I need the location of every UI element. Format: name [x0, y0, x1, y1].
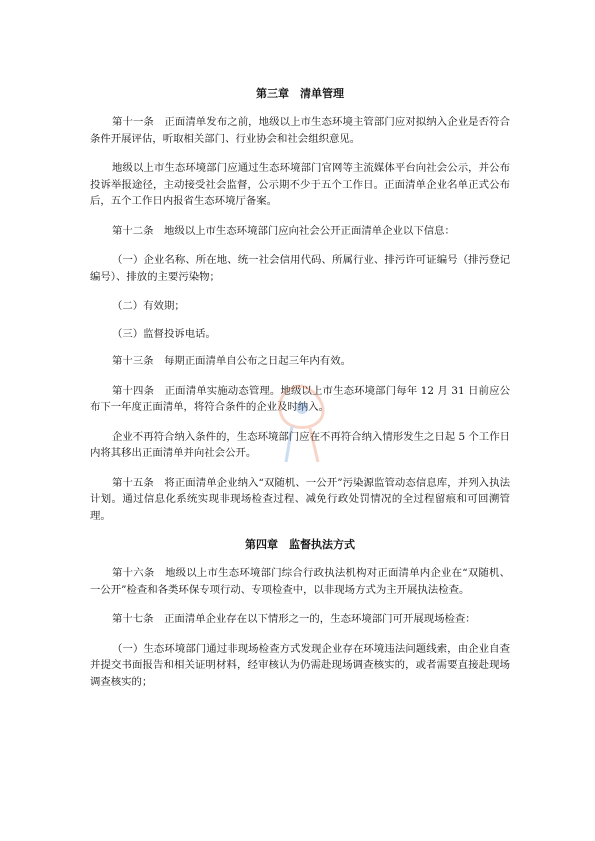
chapter-3-title: 第三章 清单管理 — [256, 87, 344, 100]
article-12-item-3: （三）监督投诉电话。 — [112, 327, 216, 340]
chapter-4-title: 第四章 监督执法方式 — [245, 538, 355, 551]
article-11: 第十一条 正面清单发布之前，地级以上市生态环境主管部门应对拟纳入企业是否符合条件开展评估，听取相关部门、行业协会和社会组织意见。 — [90, 116, 510, 145]
article-16: 第十六条 地级以上市生态环境部门综合行政执法机构对正面清单内企业在“双随机、一公开”检查和各类环保专项行动、专项检查中，以非现场方式为主开展执法检查。 — [90, 567, 510, 596]
article-13: 第十三条 每期正面清单自公布之日起三年内有效。 — [112, 355, 351, 367]
article-12-item-1: （一）企业名称、所在地、统一社会信用代码、所属行业、排污许可证编号（排污登记编号）、排放的主要污染物； — [90, 254, 510, 283]
article-14-paragraph-2: 企业不再符合纳入条件的，生态环境部门应在不再符合纳入情形发生之日起 5 个工作日内将其移出正面清单并向社会公开。 — [90, 430, 510, 459]
article-15: 第十五条 将正面清单企业纳入“双随机、一公开”污染源监管动态信息库，并列入执法计划。通过信息化系统实现非现场检查过程、减免行政处罚情况的全过程留痕和可回溯管理。 — [90, 476, 510, 522]
article-12-item-2: （二）有效期； — [112, 300, 185, 312]
article-14: 第十四条 正面清单实施动态管理。地级以上市生态环境部门每年 12 月 31 日前应公布下一年度正面清单，将符合条件的企业及时纳入。 — [90, 384, 510, 413]
article-12: 第十二条 地级以上市生态环境部门应向社会公开正面清单企业以下信息： — [112, 224, 455, 237]
document-body — [90, 86, 510, 703]
article-17: 第十七条 正面清单企业存在以下情形之一的，生态环境部门可开展现场检查： — [112, 613, 476, 625]
article-11-paragraph-2: 地级以上市生态环境部门应通过生态环境部门官网等主流媒体平台向社会公示，并公布投诉举报途径，主动接受社会监督，公示期不少于五个工作日。正面清单企业名单正式公布后，五个工作日内报省生态环境厅备案。 — [90, 162, 510, 207]
article-17-item-1: （一）生态环境部门通过非现场检查方式发现企业存在环境违法问题线索，由企业自查并提交书面报告和相关证明材料，经审核认为仍需赴现场调查核实的，或者需要直接赴现场调查核实的； — [90, 642, 510, 688]
